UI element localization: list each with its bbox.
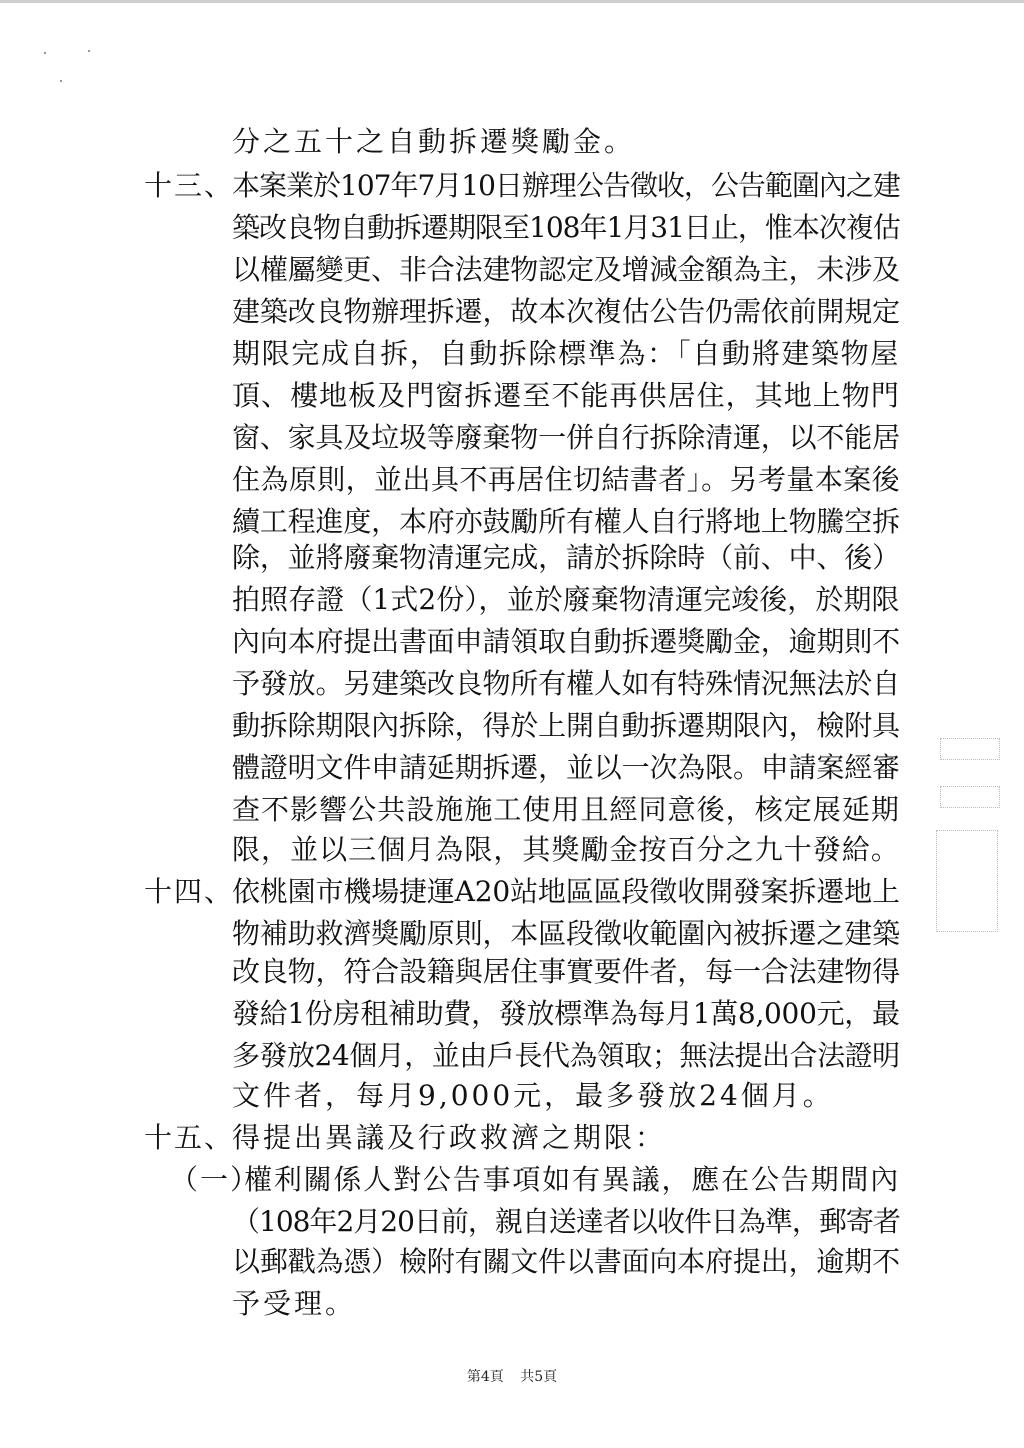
scan-speck (88, 50, 90, 52)
item-number-14: 十四、 (144, 875, 235, 908)
body-line: 住為原則，並出具不再居住切結書者」。另考量本案後 (232, 463, 901, 496)
bleed-through-mark (936, 830, 998, 932)
body-line: 以權屬變更、非合法建物認定及增減金額為主，未涉及 (232, 253, 900, 286)
page-footer (0, 1366, 1024, 1386)
body-line: 權利關係人對公告事項如有異議，應在公告期間內 (244, 1163, 901, 1196)
body-line: 築改良物自動拆遷期限至108年1月31日止，惟本次複估 (232, 211, 900, 244)
body-line: 予受理。 (232, 1287, 357, 1320)
body-line: 續工程進度，本府亦鼓勵所有權人自行將地上物騰空拆 (232, 505, 900, 538)
item-number-15: 十五、 (144, 1121, 235, 1154)
body-line: 體證明文件申請延期拆遷，並以一次為限。申請案經審 (232, 751, 900, 784)
sub-item-number-1: （一） (170, 1163, 261, 1196)
body-line: 予發放。另建築改良物所有權人如有特殊情況無法於自 (232, 667, 900, 700)
body-line: 分之五十之自動拆遷獎勵金。 (232, 125, 636, 158)
bleed-through-mark (940, 786, 1000, 808)
page-number: 第4頁 (466, 1369, 504, 1385)
scan-top-edge (0, 0, 1024, 3)
body-line: 得提出異議及行政救濟之期限： (232, 1121, 667, 1154)
body-line: 發給1份房租補助費，發放標準為每月1萬8,000元，最 (232, 997, 900, 1030)
body-line: 查不影響公共設施施工使用且經同意後，核定展延期 (232, 793, 900, 826)
body-line: 限，並以三個月為限，其獎勵金按百分之九十發給。 (232, 833, 900, 866)
body-line: 內向本府提出書面申請領取自動拆遷獎勵金，逾期則不 (232, 625, 900, 658)
body-line: （108年2月20日前，親自送達者以收件日為準，郵寄者 (232, 1205, 900, 1238)
body-line: 依桃園市機場捷運A20站地區區段徵收開發案拆遷地上 (232, 875, 900, 908)
body-line: 以郵戳為憑）檢附有關文件以書面向本府提出，逾期不 (232, 1245, 900, 1278)
body-line: 窗、家具及垃圾等廢棄物一併自行拆除清運，以不能居 (232, 421, 900, 454)
body-line: 頂、樓地板及門窗拆遷至不能再供居住，其地上物門 (232, 379, 900, 412)
body-line: 改良物，符合設籍與居住事實要件者，每一合法建物得 (232, 955, 900, 988)
body-line: 建築改良物辦理拆遷，故本次複估公告仍需依前開規定 (232, 295, 900, 328)
scan-speck (44, 52, 46, 54)
body-line: 文件者，每月9,000元，最多發放24個月。 (232, 1079, 834, 1112)
item-number-13: 十三、 (144, 169, 235, 202)
scan-speck (60, 80, 62, 82)
body-line: 期限完成自拆，自動拆除標準為：「自動將建築物屋 (232, 337, 900, 370)
body-line: 動拆除期限內拆除，得於上開自動拆遷期限內，檢附具 (232, 709, 900, 742)
page-total: 共5頁 (520, 1369, 558, 1385)
body-line: 本案業於107年7月10日辦理公告徵收，公告範圍內之建 (232, 169, 900, 202)
body-line: 多發放24個月，並由戶長代為領取；無法提出合法證明 (232, 1039, 900, 1072)
bleed-through-mark (940, 738, 1000, 760)
body-line: 拍照存證（1式2份），並於廢棄物清運完竣後，於期限 (232, 583, 900, 616)
body-line: 物補助救濟獎勵原則，本區段徵收範圍內被拆遷之建築 (232, 917, 900, 950)
body-line: 除，並將廢棄物清運完成，請於拆除時（前、中、後） (232, 541, 900, 574)
